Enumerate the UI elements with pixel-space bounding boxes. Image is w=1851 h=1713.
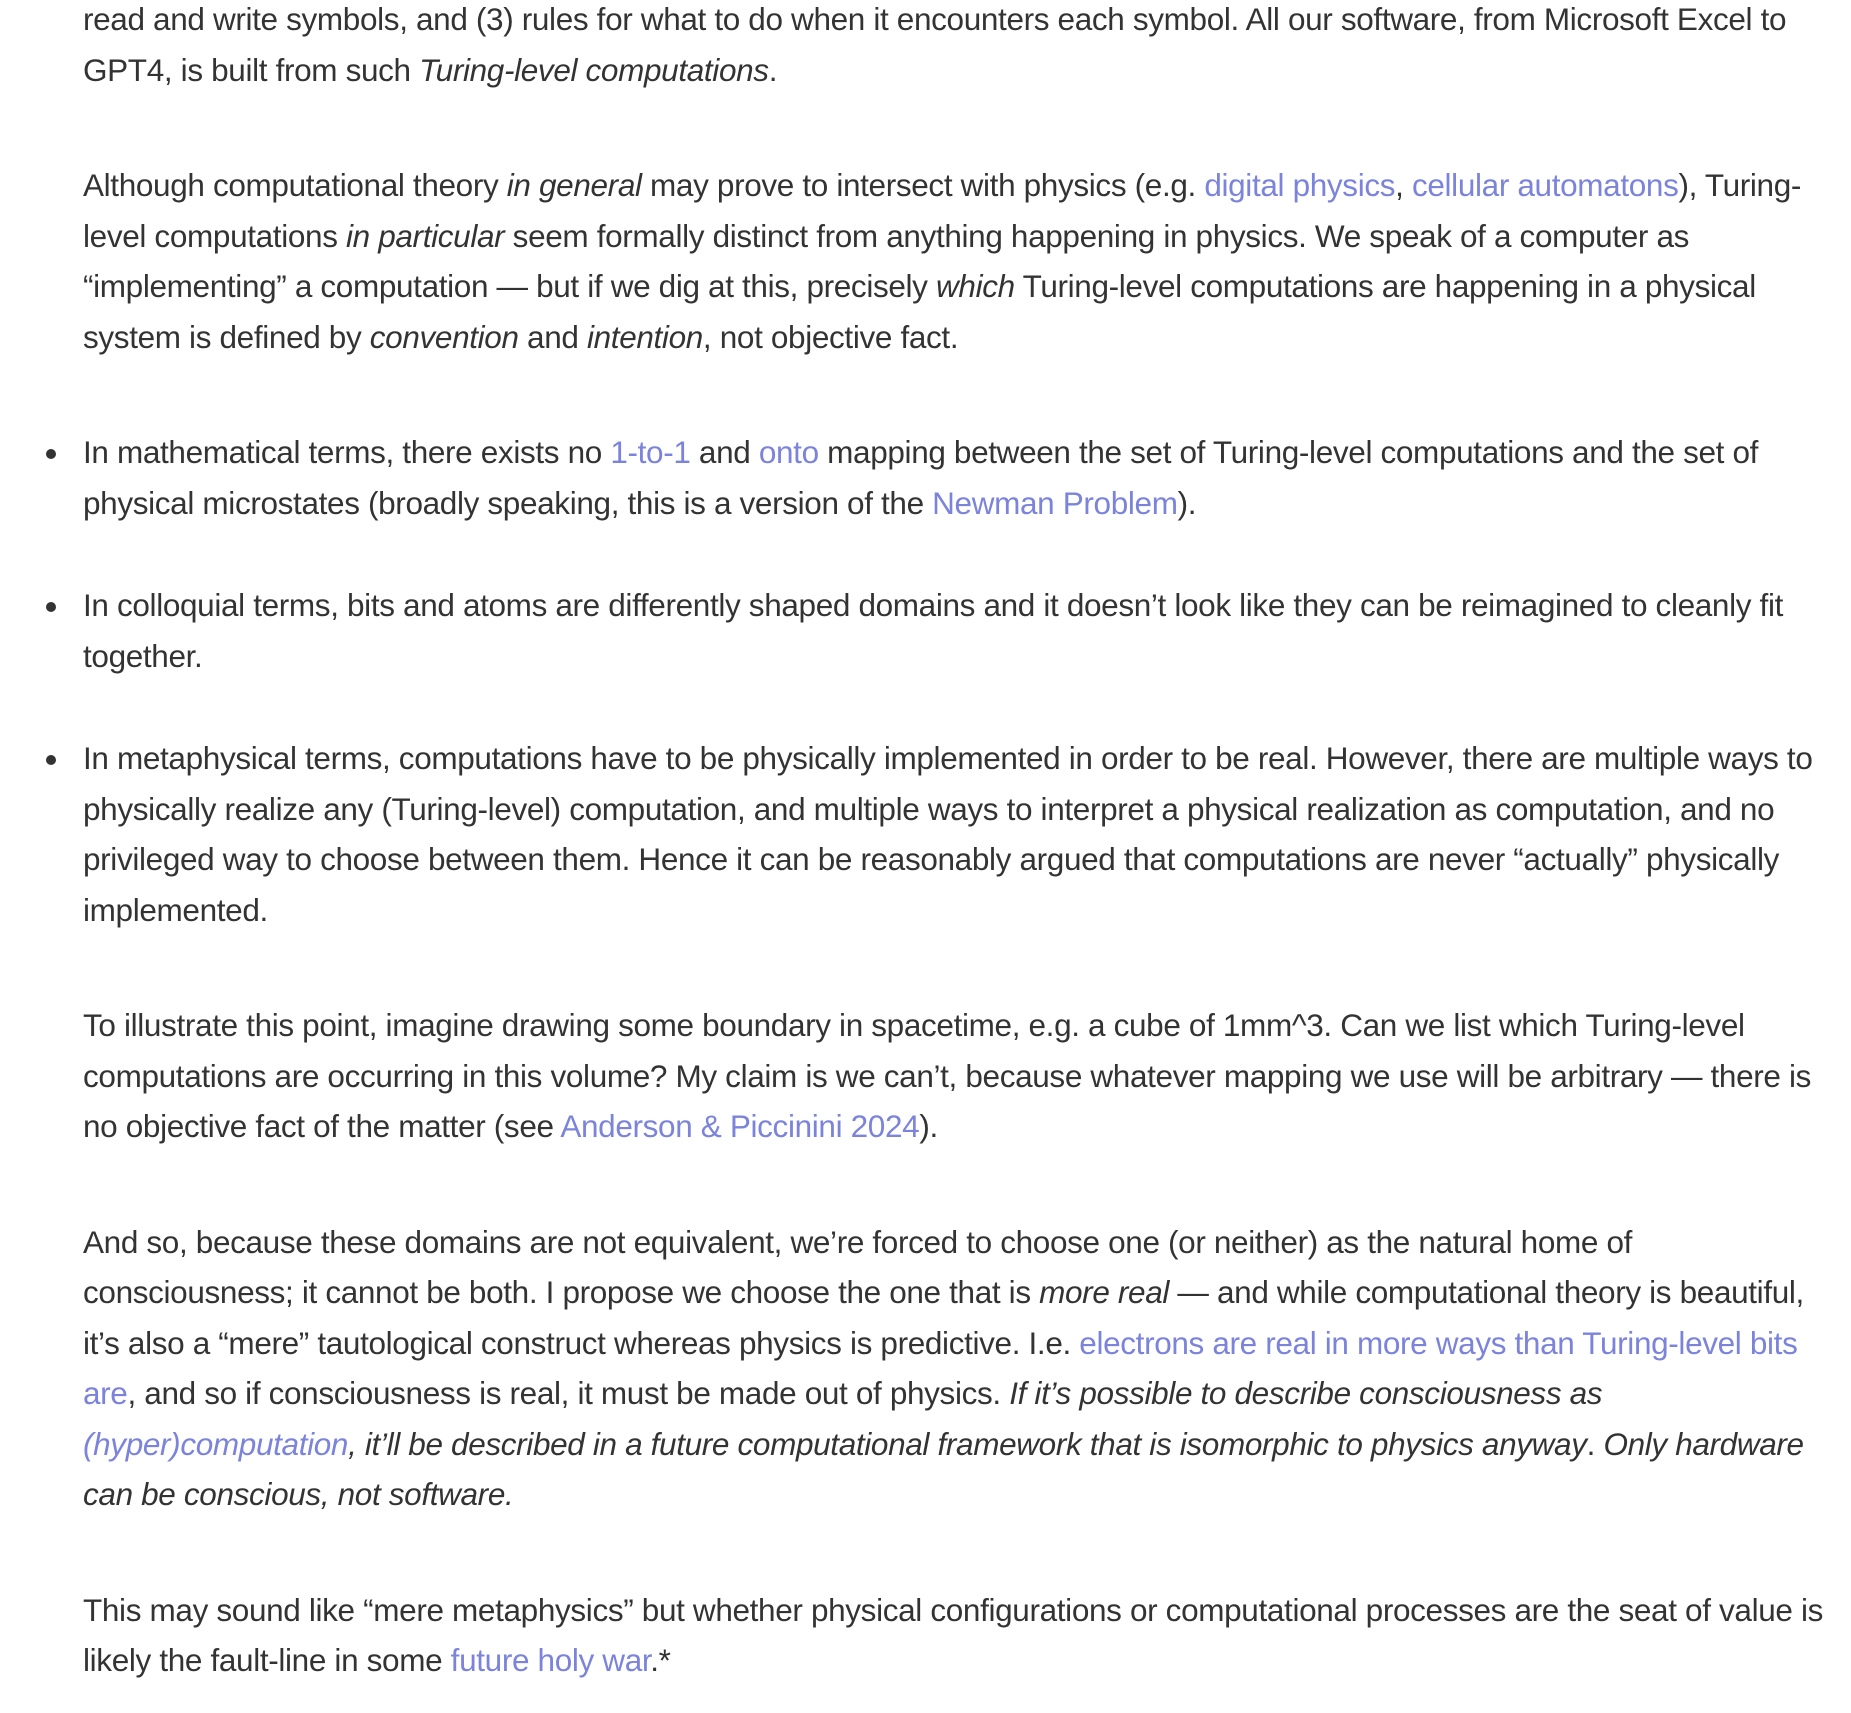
emphasis-in-particular: in particular: [346, 217, 505, 254]
list-item-colloquial-terms: [83, 580, 1823, 681]
text-run: Although computational theory: [83, 167, 507, 203]
text-run: .*: [650, 1642, 671, 1678]
emphasis-convention: convention: [369, 318, 519, 355]
text-run: ,: [1395, 167, 1412, 203]
link-anderson-piccinini-2024[interactable]: Anderson & Piccinini 2024: [560, 1108, 920, 1144]
text-run: ).: [919, 1108, 938, 1144]
paragraph-turing-software: [83, 0, 1823, 95]
bullet-dot-icon: [46, 755, 56, 765]
link-future-holy-war[interactable]: future holy war: [450, 1642, 651, 1678]
emphasis-more-real: more real: [1039, 1274, 1170, 1310]
paragraph-mere-metaphysics: [83, 1585, 1823, 1686]
link-cellular-automatons[interactable]: cellular automatons: [1411, 167, 1679, 203]
text-run: may prove to intersect with physics (e.g.: [641, 167, 1205, 203]
text-run: and: [690, 434, 759, 470]
text-run: To illustrate this point, imagine drawing some boundary in spacetime, e.g. a cube of 1mm^3. Can we list which Turing-level computations are occurring in this volume? My claim is we can’t, because whatever mapping we use will be arbitrary — there is no objective fact of the matter (see: [83, 1007, 1812, 1144]
emphasis-only-hardware: Only hardware can be conscious, not software.: [83, 1425, 1804, 1512]
text-run: ).: [1177, 484, 1197, 521]
text-run: In mathematical terms, there exists no: [83, 434, 611, 470]
article-body: [83, 0, 1823, 1686]
text-run: .: [1586, 1425, 1604, 1462]
text-run: , and so if consciousness is real, it must be made out of physics.: [127, 1375, 1010, 1411]
text-run: mapping between the set of Turing-level computations and the set of physical microstates (broadly speaking, this is a version of the: [83, 434, 1759, 521]
emphasis-in-general: in general: [506, 167, 642, 203]
emphasis-which: which: [936, 268, 1015, 304]
text-run: , not objective fact.: [702, 318, 959, 355]
link-onto[interactable]: onto: [758, 434, 819, 470]
text-run: seem formally distinct from anything happening in physics. We speak of a computer as “implementing” a computation — but if we dig at this, precisely: [83, 217, 1690, 304]
link-newman-problem[interactable]: Newman Problem: [932, 484, 1178, 521]
text-run: Turing-level computations are happening in a physical system is defined by: [83, 268, 1756, 355]
text-run: and: [518, 318, 587, 355]
list-item-mathematical-terms: [83, 427, 1823, 528]
bullet-dot-icon: [46, 602, 56, 612]
paragraph-illustrate-point: [83, 1000, 1823, 1152]
link-electrons-are-real[interactable]: electrons are real in more ways than Turing-level bits are: [83, 1324, 1798, 1411]
text-run: And so, because these domains are not equivalent, we’re forced to choose one (or neither) as the natural home of consciousness; it cannot be both. I propose we choose the one that is: [83, 1223, 1633, 1310]
bullet-list-terms: [83, 427, 1823, 935]
bullet-dot-icon: [46, 449, 56, 459]
emphasis-future-framework: , it’ll be described in a future computational framework that is isomorphic to physics anyway: [348, 1425, 1587, 1462]
link-1-to-1[interactable]: 1-to-1: [610, 434, 691, 470]
text-run: — and while computational theory is beautiful, it’s also a “mere” tautological construct whereas physics is predictive. I.e.: [83, 1274, 1804, 1361]
text-run: In colloquial terms, bits and atoms are differently shaped domains and it doesn’t look like they can be reimagined to cleanly fit together.: [83, 587, 1783, 674]
list-item-metaphysical-terms: [83, 733, 1823, 935]
emphasis-describe-consciousness: If it’s possible to describe consciousness as: [1009, 1375, 1603, 1411]
text-run: In metaphysical terms, computations have to be physically implemented in order to be real. However, there are multiple ways to physically realize any (Turing-level) computation, and multiple ways to interpret a physical realization as computation, and no privileged way to choose between them. Hence it can be reasonably argued that computations are never “actually” physically implemented.: [83, 740, 1813, 928]
paragraph-computational-theory: [83, 160, 1823, 362]
text-run: read and write symbols, and (3) rules for what to do when it encounters each symbol. All our software, from Microsoft Excel to GPT4, is built from such: [83, 1, 1787, 88]
link-hypercomputation[interactable]: (hyper)computation: [83, 1425, 349, 1462]
text-run: This may sound like “mere metaphysics” but whether physical configurations or computational processes are the seat of value is likely the fault-line in some: [83, 1591, 1824, 1678]
emphasis-intention: intention: [586, 318, 703, 355]
link-digital-physics[interactable]: digital physics: [1204, 167, 1396, 203]
paragraph-domains-not-equivalent: [83, 1217, 1823, 1520]
emphasis-turing-level-computations: Turing-level computations: [419, 51, 769, 88]
text-run: ), Turing-level computations: [83, 167, 1801, 254]
text-run: .: [768, 51, 778, 88]
